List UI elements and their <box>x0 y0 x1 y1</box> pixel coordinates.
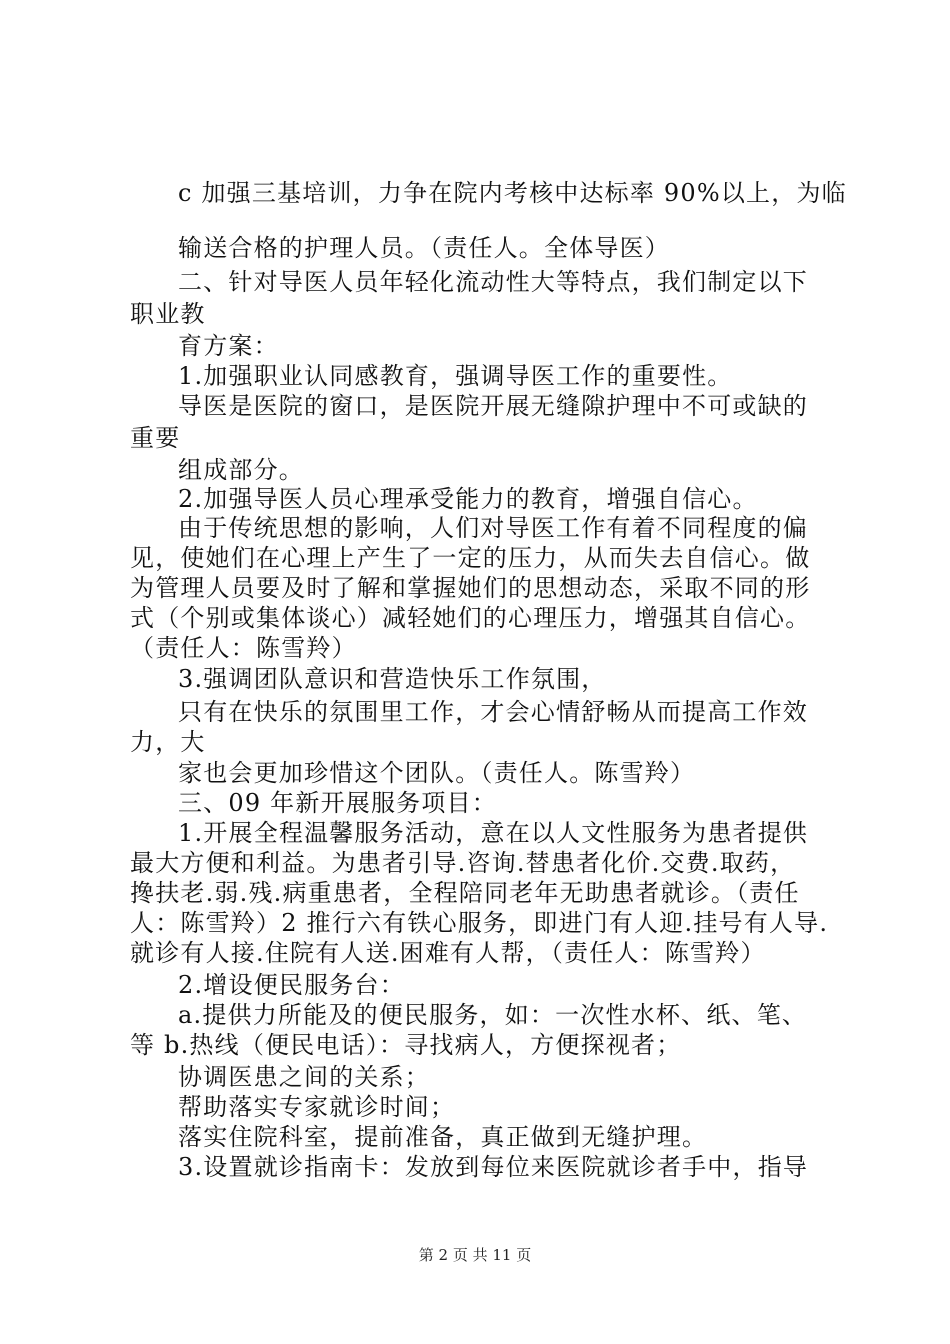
text-line: c 加强三基培训，力争在院内考核中达标率 90%以上，为临 <box>178 179 847 207</box>
text-line: 输送合格的护理人员。（责任人。全体导医） <box>178 234 670 262</box>
text-line: 育方案： <box>178 332 279 360</box>
text-line: 组成部分。 <box>178 456 304 484</box>
text-line: 三、09 年新开展服务项目： <box>178 789 497 817</box>
text-line: 导医是医院的窗口，是医院开展无缝隙护理中不可或缺的 <box>178 392 808 420</box>
text-line: 见，使她们在心理上产生了一定的压力，从而失去自信心。做 <box>130 544 811 572</box>
text-line: 由于传统思想的影响，人们对导医工作有着不同程度的偏 <box>178 514 808 542</box>
text-line: 2.增设便民服务台： <box>178 971 405 999</box>
text-line: 3.强调团队意识和营造快乐工作氛围， <box>178 665 607 693</box>
text-line: 式（个别或集体谈心）减轻她们的心理压力，增强其自信心。 <box>130 604 811 632</box>
text-line: 为管理人员要及时了解和掌握她们的思想动态，采取不同的形 <box>130 574 811 602</box>
text-line: 等 b.热线（便民电话）：寻找病人，方便探视者； <box>130 1031 682 1059</box>
text-line: 家也会更加珍惜这个团队。（责任人。陈雪羚） <box>178 759 696 787</box>
text-line: 人：陈雪羚）2 推行六有铁心服务，即进门有人迎.挂号有人导. <box>130 909 829 937</box>
text-line: 搀扶老.弱.残.病重患者，全程陪同老年无助患者就诊。（责任 <box>130 879 800 907</box>
text-line: 落实住院科室，提前准备，真正做到无缝护理。 <box>178 1123 708 1151</box>
text-line: 就诊有人接.住院有人送.困难有人帮，（责任人：陈雪羚） <box>130 939 766 967</box>
text-line: 最大方便和利益。为患者引导.咨询.替患者化价.交费.取药， <box>130 849 796 877</box>
text-line: 1.开展全程温馨服务活动，意在以人文性服务为患者提供 <box>178 819 809 847</box>
text-line: 力，大 <box>130 728 206 756</box>
text-line: 只有在快乐的氛围里工作，才会心情舒畅从而提高工作效 <box>178 698 808 726</box>
text-line: 重要 <box>130 424 181 452</box>
text-line: （责任人：陈雪羚） <box>130 634 357 662</box>
text-line: 二、针对导医人员年轻化流动性大等特点，我们制定以下 <box>178 268 808 296</box>
text-line: 协调医患之间的关系； <box>178 1063 430 1091</box>
text-line: 2.加强导医人员心理承受能力的教育，增强自信心。 <box>178 485 758 513</box>
text-line: 1.加强职业认同感教育，强调导医工作的重要性。 <box>178 362 733 390</box>
text-line: 职业教 <box>130 300 206 328</box>
page-footer: 第 2 页 共 11 页 <box>418 1246 532 1264</box>
text-line: a.提供力所能及的便民服务，如：一次性水杯、纸、笔、 <box>178 1001 808 1029</box>
text-line: 帮助落实专家就诊时间； <box>178 1093 456 1121</box>
text-line: 3.设置就诊指南卡：发放到每位来医院就诊者手中，指导 <box>178 1153 809 1181</box>
